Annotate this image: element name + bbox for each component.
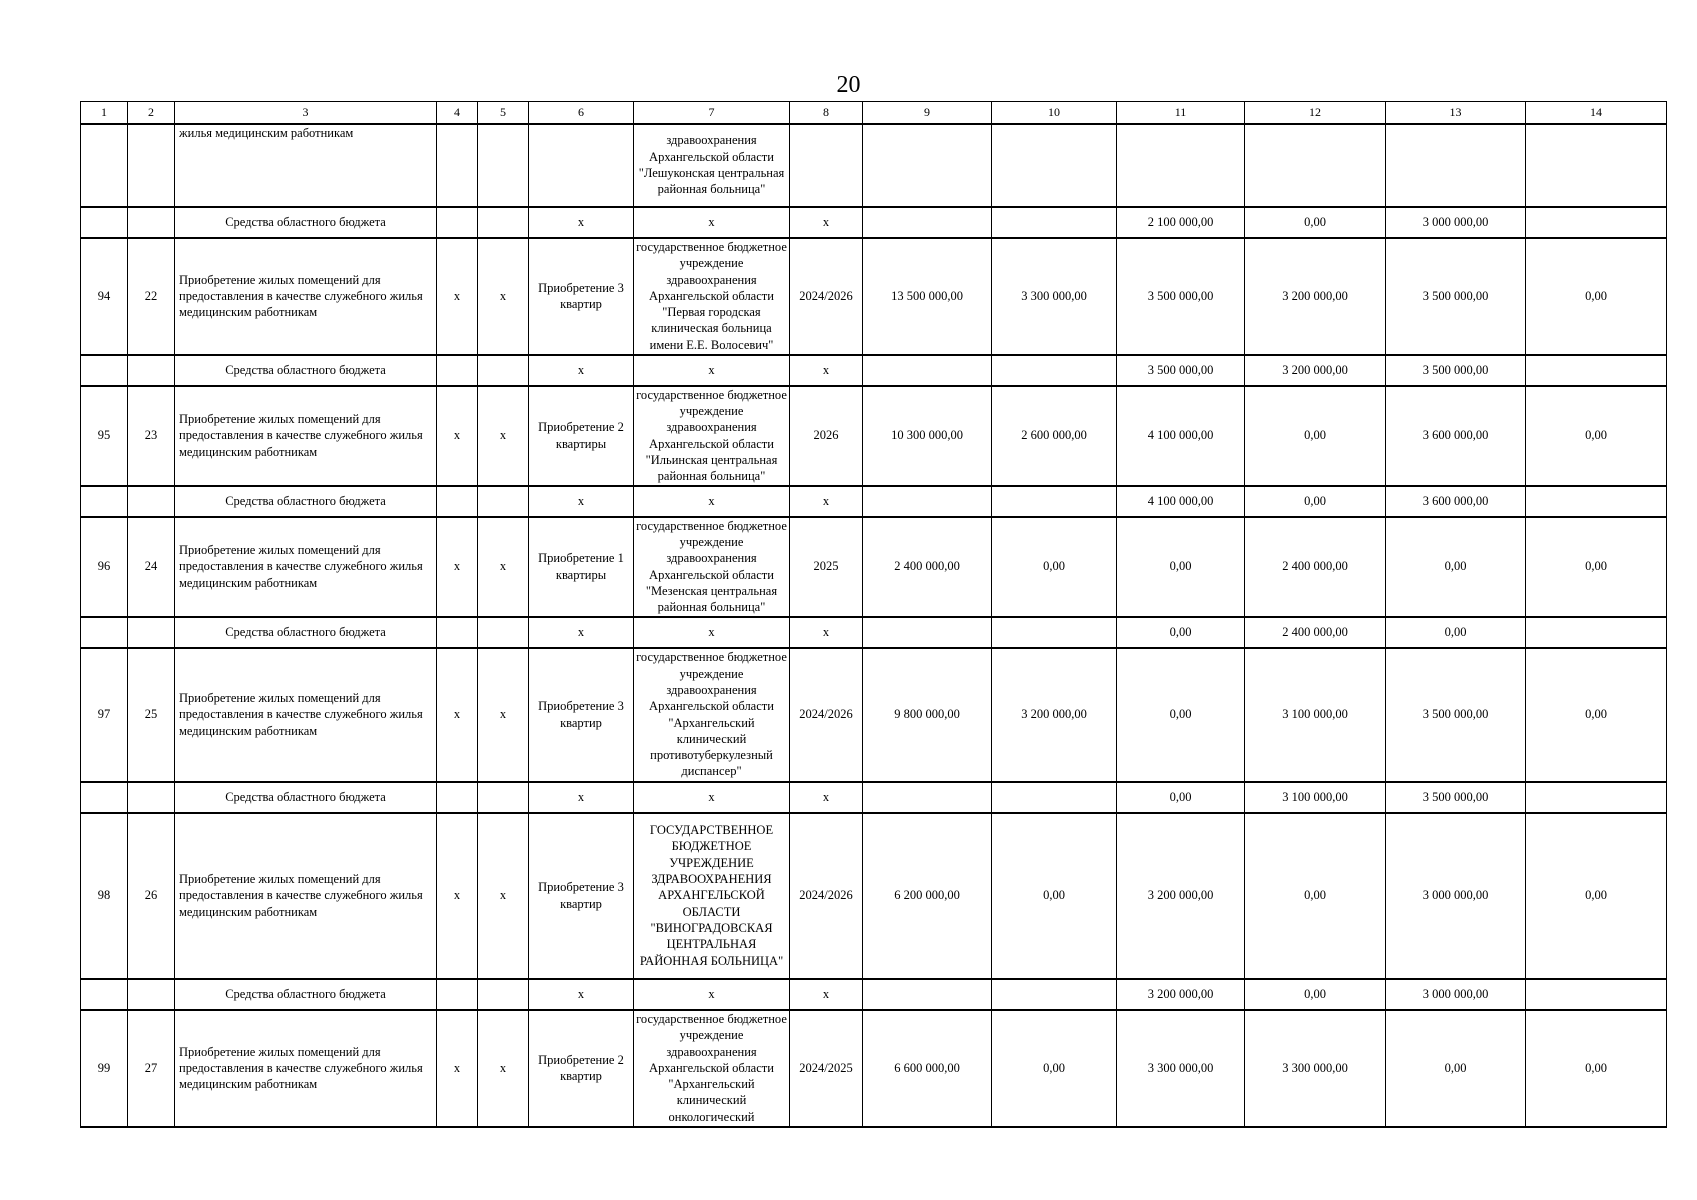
row-number: 99 bbox=[81, 1010, 128, 1127]
item-number: 23 bbox=[128, 386, 175, 486]
period: 2024/2026 bbox=[790, 813, 863, 979]
item-number: 22 bbox=[128, 238, 175, 355]
total-cost: 9 800 000,00 bbox=[863, 648, 992, 782]
row-number: 97 bbox=[81, 648, 128, 782]
organization: государственное бюджетное учреждение здравоохранения Архангельской области "Архангельский клинический онкологический bbox=[634, 1010, 790, 1127]
capacity: Приобретение 2 квартиры bbox=[529, 386, 634, 486]
column-header: 8 bbox=[790, 102, 863, 124]
table-row: 95 23 Приобретение жилых помещений для предоставления в качестве служебного жилья медицинским работникам x x Приобретение 2 квартиры государственное бюджетное учреждение здравоохранения Архангельской области "Ильинская центральная районная больница" 2026 10 300 000,00 2 600 000,00 4 100 000,00 0,00 3 600 000,00 0,00 bbox=[81, 386, 1667, 486]
column-header: 14 bbox=[1526, 102, 1667, 124]
total-cost: 6 200 000,00 bbox=[863, 813, 992, 979]
item-number: 27 bbox=[128, 1010, 175, 1127]
row-number: 98 bbox=[81, 813, 128, 979]
capacity: Приобретение 3 квартир bbox=[529, 238, 634, 355]
funding-row: Средства областного бюджета x x x 2 100 000,00 0,00 3 000 000,00 bbox=[81, 207, 1667, 238]
funding-row: Средства областного бюджета x x x 0,00 2 400 000,00 0,00 bbox=[81, 617, 1667, 648]
total-cost: 2 400 000,00 bbox=[863, 517, 992, 617]
period: 2024/2026 bbox=[790, 238, 863, 355]
column-number-header-row bbox=[81, 102, 1667, 124]
budget-table bbox=[80, 101, 1667, 1128]
funding-label: Средства областного бюджета bbox=[175, 355, 437, 386]
period: 2025 bbox=[790, 517, 863, 617]
column-header: 12 bbox=[1245, 102, 1386, 124]
object-name: Приобретение жилых помещений для предоставления в качестве служебного жилья медицинским работникам bbox=[175, 813, 437, 979]
object-name: Приобретение жилых помещений для предоставления в качестве служебного жилья медицинским работникам bbox=[175, 386, 437, 486]
page-number: 20 bbox=[836, 72, 861, 98]
total-cost: 10 300 000,00 bbox=[863, 386, 992, 486]
capacity: Приобретение 1 квартиры bbox=[529, 517, 634, 617]
table-row: 97 25 Приобретение жилых помещений для предоставления в качестве служебного жилья медицинским работникам x x Приобретение 3 квартир государственное бюджетное учреждение здравоохранения Архангельской области "Архангельский клинический противотуберкулезный диспансер" 2024/2026 9 800 000,00 3 200 000,00 0,00 3 100 000,00 3 500 000,00 0,00 bbox=[81, 648, 1667, 782]
row-number: 96 bbox=[81, 517, 128, 617]
column-header: 7 bbox=[634, 102, 790, 124]
table-row: 99 27 Приобретение жилых помещений для предоставления в качестве служебного жилья медицинским работникам x x Приобретение 2 квартир государственное бюджетное учреждение здравоохранения Архангельской области "Архангельский клинический онкологический 2024/2025 6 600 000,00 0,00 3 300 000,00 3 300 000,00 0,00 0,00 bbox=[81, 1010, 1667, 1127]
column-header: 3 bbox=[175, 102, 437, 124]
table-row bbox=[81, 124, 1667, 207]
funding-label: Средства областного бюджета bbox=[175, 486, 437, 517]
organization: государственное бюджетное учреждение здравоохранения Архангельской области "Первая городская клиническая больница имени Е.Е. Волосевич" bbox=[634, 238, 790, 355]
row-number: 94 bbox=[81, 238, 128, 355]
capacity: Приобретение 2 квартир bbox=[529, 1010, 634, 1127]
organization: государственное бюджетное учреждение здравоохранения Архангельской области "Ильинская центральная районная больница" bbox=[634, 386, 790, 486]
column-header: 10 bbox=[992, 102, 1117, 124]
funding-label: Средства областного бюджета bbox=[175, 782, 437, 813]
funding-label: Средства областного бюджета bbox=[175, 207, 437, 238]
object-name: Приобретение жилых помещений для предоставления в качестве служебного жилья медицинским работникам bbox=[175, 1010, 437, 1127]
total-cost: 13 500 000,00 bbox=[863, 238, 992, 355]
column-header: 9 bbox=[863, 102, 992, 124]
table-row: 96 24 Приобретение жилых помещений для предоставления в качестве служебного жилья медицинским работникам x x Приобретение 1 квартиры государственное бюджетное учреждение здравоохранения Архангельской области "Мезенская центральная районная больница" 2025 2 400 000,00 0,00 0,00 2 400 000,00 0,00 0,00 bbox=[81, 517, 1667, 617]
organization: государственное бюджетное учреждение здравоохранения Архангельской области "Архангельский клинический противотуберкулезный диспансер" bbox=[634, 648, 790, 782]
funding-row: Средства областного бюджета x x x 3 200 000,00 0,00 3 000 000,00 bbox=[81, 979, 1667, 1010]
column-header: 2 bbox=[128, 102, 175, 124]
item-number: 24 bbox=[128, 517, 175, 617]
capacity: Приобретение 3 квартир bbox=[529, 648, 634, 782]
object-name: жилья медицинским работникам bbox=[175, 124, 437, 207]
total-cost: 6 600 000,00 bbox=[863, 1010, 992, 1127]
funding-row: Средства областного бюджета x x x 0,00 3 100 000,00 3 500 000,00 bbox=[81, 782, 1667, 813]
capacity: Приобретение 3 квартир bbox=[529, 813, 634, 979]
table-row: 94 22 Приобретение жилых помещений для предоставления в качестве служебного жилья медицинским работникам x x Приобретение 3 квартир государственное бюджетное учреждение здравоохранения Архангельской области "Первая городская клиническая больница имени Е.Е. Волосевич" 2024/2026 13 500 000,00 3 300 000,00 3 500 000,00 3 200 000,00 3 500 000,00 0,00 bbox=[81, 238, 1667, 355]
item-number: 25 bbox=[128, 648, 175, 782]
funding-row: Средства областного бюджета x x x 3 500 000,00 3 200 000,00 3 500 000,00 bbox=[81, 355, 1667, 386]
period: 2026 bbox=[790, 386, 863, 486]
row-number: 95 bbox=[81, 386, 128, 486]
column-header: 5 bbox=[478, 102, 529, 124]
column-header: 13 bbox=[1386, 102, 1526, 124]
column-header: 4 bbox=[437, 102, 478, 124]
organization: государственное бюджетное учреждение здравоохранения Архангельской области "Мезенская центральная районная больница" bbox=[634, 517, 790, 617]
period: 2024/2025 bbox=[790, 1010, 863, 1127]
column-header: 1 bbox=[81, 102, 128, 124]
organization: здравоохранения Архангельской области "Лешуконская центральная районная больница" bbox=[634, 124, 790, 207]
object-name: Приобретение жилых помещений для предоставления в качестве служебного жилья медицинским работникам bbox=[175, 517, 437, 617]
organization: ГОСУДАРСТВЕННОЕ БЮДЖЕТНОЕ УЧРЕЖДЕНИЕ ЗДРАВООХРАНЕНИЯ АРХАНГЕЛЬСКОЙ ОБЛАСТИ "ВИНОГРАДОВСКАЯ ЦЕНТРАЛЬНАЯ РАЙОННАЯ БОЛЬНИЦА" bbox=[634, 813, 790, 979]
column-header: 11 bbox=[1117, 102, 1245, 124]
object-name: Приобретение жилых помещений для предоставления в качестве служебного жилья медицинским работникам bbox=[175, 648, 437, 782]
item-number: 26 bbox=[128, 813, 175, 979]
period: 2024/2026 bbox=[790, 648, 863, 782]
table-row: 98 26 Приобретение жилых помещений для предоставления в качестве служебного жилья медицинским работникам x x Приобретение 3 квартир ГОСУДАРСТВЕННОЕ БЮДЖЕТНОЕ УЧРЕЖДЕНИЕ ЗДРАВООХРАНЕНИЯ АРХАНГЕЛЬСКОЙ ОБЛАСТИ "ВИНОГРАДОВСКАЯ ЦЕНТРАЛЬНАЯ РАЙОННАЯ БОЛЬНИЦА" 2024/2026 6 200 000,00 0,00 3 200 000,00 0,00 3 000 000,00 0,00 bbox=[81, 813, 1667, 979]
funding-row: Средства областного бюджета x x x 4 100 000,00 0,00 3 600 000,00 bbox=[81, 486, 1667, 517]
column-header: 6 bbox=[529, 102, 634, 124]
funding-label: Средства областного бюджета bbox=[175, 979, 437, 1010]
funding-label: Средства областного бюджета bbox=[175, 617, 437, 648]
object-name: Приобретение жилых помещений для предоставления в качестве служебного жилья медицинским работникам bbox=[175, 238, 437, 355]
